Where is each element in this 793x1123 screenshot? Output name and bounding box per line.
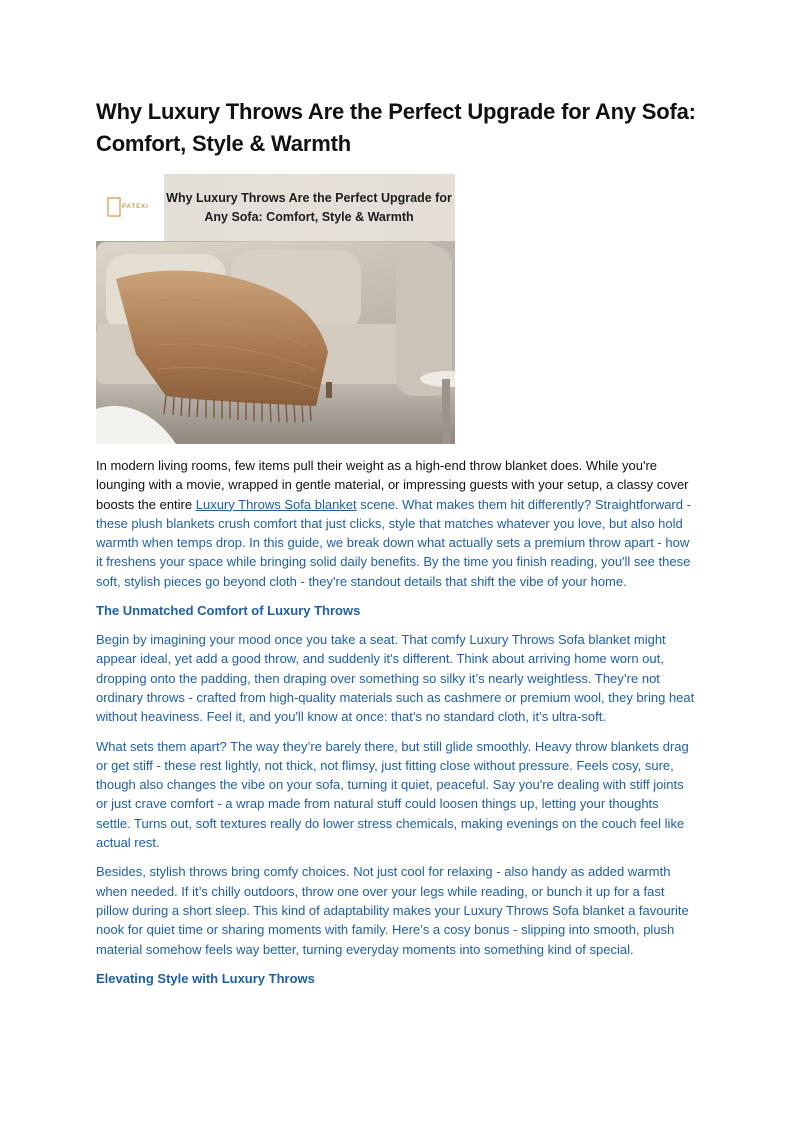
comfort-paragraph-3: Besides, stylish throws bring comfy choices. Not just cool for relaxing - also handy as added warmth when needed. If it’s chilly outdoors, throw one over your legs while reading, or bunch it up for a fast pillow during a short sleep. This kind of adaptability makes your Luxury Throws Sofa blanket a favourite nook for quiet time or sharing moments with family. Here’s a cosy bonus - slipping into smooth, plush material somehow feels way better, turning everyday moments into something kind of special. bbox=[96, 864, 689, 957]
luxury-throws-link[interactable]: Luxury Throws Sofa blanket bbox=[195, 496, 357, 512]
comfort-paragraph-2: What sets them apart? The way they’re barely there, but still glide smoothly. Heavy throw blankets drag or get stiff - these rest lightly, not thick, not flimsy, just fitting close without pressure. Feels cosy, sure, though also changes the vibe on your sofa, turning it quiet, peaceful. Say you're dealing with stiff joints or just crave comfort - a wrap made from natural stuff could loosen things up, letting your thoughts settle. Turns out, soft textures really do lower stress chemicals, making evenings on the couch feel like actual rest. bbox=[96, 738, 689, 851]
article-body bbox=[96, 456, 696, 988]
section-heading-style: Elevating Style with Luxury Throws bbox=[96, 970, 315, 986]
hero-overlay-title: Why Luxury Throws Are the Perfect Upgrade for Any Sofa: Comfort, Style & Warmth bbox=[166, 191, 452, 224]
section-heading-comfort: The Unmatched Comfort of Luxury Throws bbox=[96, 603, 361, 619]
intro-paragraph bbox=[96, 456, 696, 591]
comfort-paragraph-1: Begin by imagining your mood once you take a seat. That comfy Luxury Throws Sofa blanket might appear ideal, yet add a good throw, and suddenly it's different. Think about arriving home worn out, dropping onto the padding, then draping over something so silky it’s nearly weightless. They’re not ordinary throws - crafted from high-quality materials such as cashmere or premium wool, they bring heat without heaviness. Feel it, and you'll know at once: that’s no standard cloth, it’s ultra-soft. bbox=[96, 632, 695, 725]
article-title: Why Luxury Throws Are the Perfect Upgrade for Any Sofa: Comfort, Style & Warmth bbox=[96, 99, 696, 156]
intro-text-before-link: In modern living rooms, few items pull their weight as a high-end throw blanket does. While you're lounging with a movie, wrapped in gentle material, or impressing guests with your setup, a classy cover boosts the entire bbox=[96, 458, 689, 512]
hero-image bbox=[96, 174, 455, 444]
intro-text-after-link: scene. What makes them hit differently? Straightforward - these plush blankets crush comfort that just clicks, style that matches whatever you love, but also hold warmth when temps drop. In this guide, we break down what actually sets a premium throw apart - how it freshens your space while bringing solid daily benefits. By the time you finish reading, you'll see these soft, stylish pieces go beyond cloth - they're standout details that shift the vibe of your home. bbox=[96, 496, 691, 589]
article bbox=[96, 96, 696, 998]
brand-logo-text: PATEXI bbox=[122, 204, 149, 210]
